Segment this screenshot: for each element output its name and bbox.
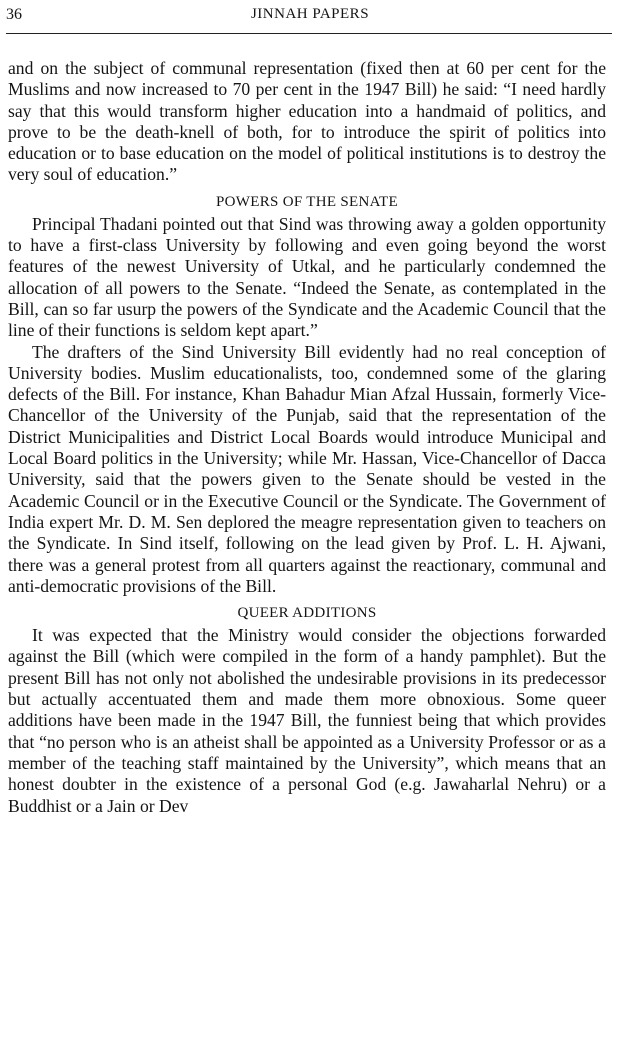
- paragraph: Principal Thadani pointed out that Sind was throwing away a golden opportunity to have a first-class University by following and even going beyond the worst features of the newest University of Utkal, and he particularly condemned the allocation of all powers to the Senate. “Indeed the Senate, as contemplated in the Bill, can so far usurp the powers of the Syndicate and the Academic Council that the line of their functions is seldom kept apart.”: [8, 213, 606, 341]
- paragraph: The drafters of the Sind University Bill evidently had no real conception of University bodies. Muslim educationalists, too, condemned some of the glaring defects of the Bill. For instance, Khan Bahadur Mian Afzal Hussain, formerly Vice-Chancellor of the University of the Punjab, said that the representation of the District Municipalities and District Local Boards would introduce Municipal and Local Board politics in the University; while Mr. Hassan, Vice-Chancellor of Dacca University, said that the powers given to the Senate should be vested in the Academic Council or in the Executive Council or the Syndicate. The Government of India expert Mr. D. M. Sen deplored the meagre representation given to teachers on the Syndicate. In Sind itself, following on the lead given by Prof. L. H. Ajwani, there was a general protest from all quarters against the reactionary, communal and anti-democratic provisions of the Bill.: [8, 341, 606, 596]
- paragraph: and on the subject of communal representation (fixed then at 60 per cent for the Muslims and now increased to 70 per cent in the 1947 Bill) he said: “I need hardly say that this would transform higher education into a handmaid of politics, and prove to be the death-knell of both, for to introduce the spirit of politics into education or to base education on the model of political institutions is to destroy the very soul of education.”: [8, 58, 606, 185]
- paragraph: It was expected that the Ministry would consider the objections forwarded against the Bill (which were compiled in the form of a handy pamphlet). But the present Bill has not only not abolished the undesirable provisions in its predecessor but actually accentuated them and made them more obnoxious. Some queer additions have been made in the 1947 Bill, the funniest being that which provides that “no person who is an atheist shall be appointed as a University Professor or as a member of the teaching staff maintained by the University”, which means that an honest doubter in the existence of a personal God (e.g. Jawaharlal Nehru) or a Buddhist or a Jain or Dev: [8, 625, 606, 816]
- section-heading-queer-additions: QUEER ADDITIONS: [237, 605, 377, 622]
- header-rule: [6, 33, 612, 34]
- body-text: [8, 58, 606, 817]
- running-title: JINNAH PAPERS: [250, 6, 370, 22]
- section-heading-powers-of-the-senate: POWERS OF THE SENATE: [216, 193, 398, 210]
- page-header: [6, 4, 614, 26]
- page-number: 36: [6, 6, 22, 23]
